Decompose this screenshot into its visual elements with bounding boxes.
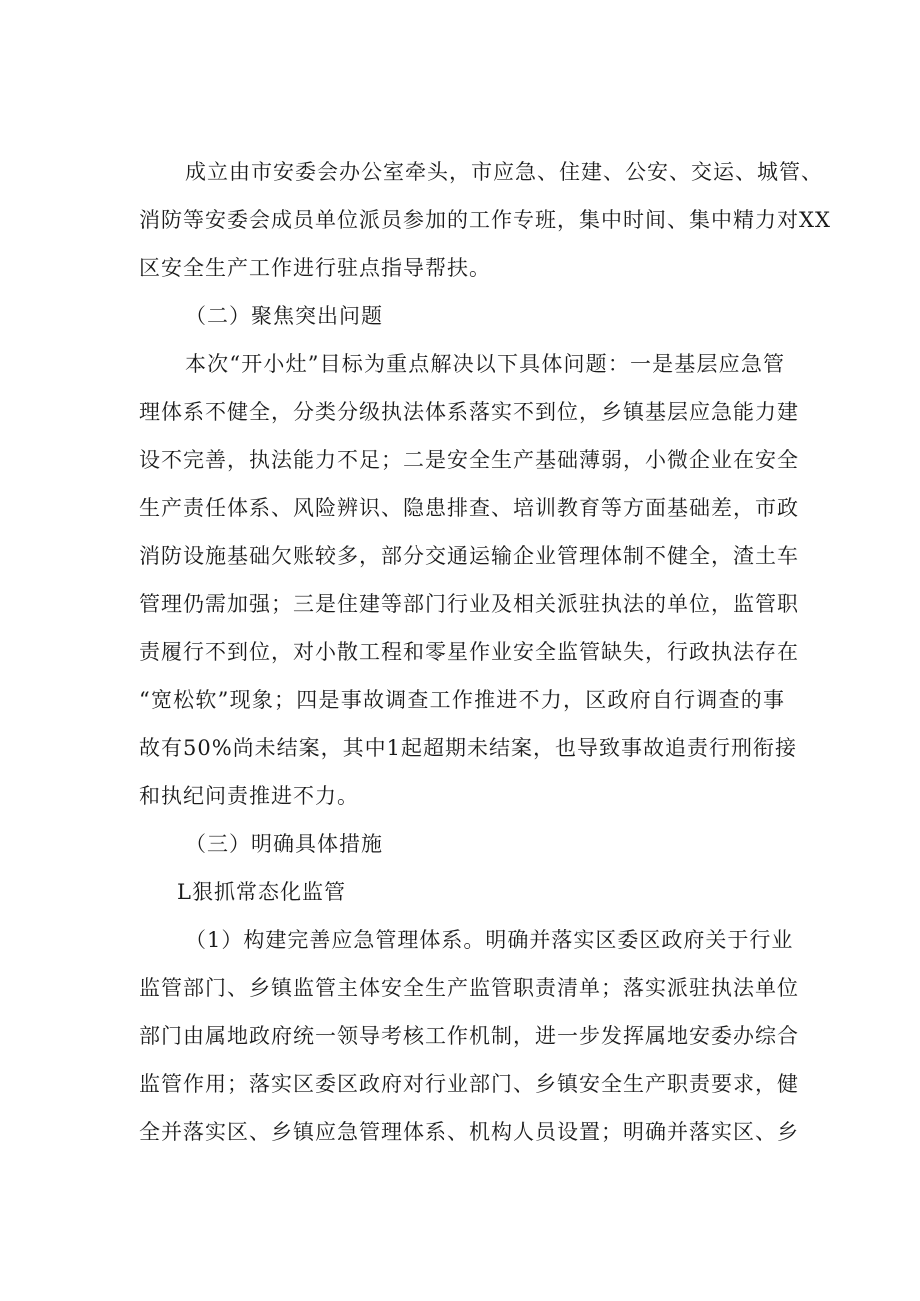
paragraph-line: 部门由属地政府统一领导考核工作机制，进一步发挥属地安委办综合 (139, 1024, 799, 1048)
section-heading-three: （三）明确具体措施 (185, 832, 383, 856)
paragraph-line: 管理仍需加强；三是住建等部门行业及相关派驻执法的单位，监管职 (139, 592, 799, 616)
paragraph-line: 和执纪问责推进不力。 (139, 784, 359, 808)
paragraph-line: 消防设施基础欠账较多，部分交通运输企业管理体制不健全，渣土车 (139, 544, 799, 568)
paragraph-line: 消防等安委会成员单位派员参加的工作专班，集中时间、集中精力对XX (139, 208, 831, 232)
paragraph-line: 责履行不到位，对小散工程和零星作业安全监管缺失，行政执法存在 (139, 640, 799, 664)
paragraph-line: 理体系不健全，分类分级执法体系落实不到位，乡镇基层应急能力建 (139, 400, 799, 424)
paragraph-line: 故有50%尚未结案，其中1起超期未结案，也导致事故追责行刑衔接 (139, 736, 798, 760)
paragraph-line: 设不完善，执法能力不足；二是安全生产基础薄弱，小微企业在安全 (139, 448, 799, 472)
subsection-heading: L狠抓常态化监管 (177, 880, 346, 904)
paragraph-line: 区安全生产工作进行驻点指导帮扶。 (139, 256, 491, 280)
paragraph-line: 全并落实区、乡镇应急管理体系、机构人员设置；明确并落实区、乡 (139, 1120, 799, 1144)
paragraph-line: “宽松软”现象；四是事故调查工作推进不力，区政府自行调查的事 (139, 688, 785, 712)
paragraph-line: 成立由市安委会办公室牵头，市应急、住建、公安、交运、城管、 (185, 160, 823, 184)
paragraph-line: （1）构建完善应急管理体系。明确并落实区委区政府关于行业 (185, 928, 794, 952)
paragraph-line: 监管作用；落实区委区政府对行业部门、乡镇安全生产职责要求，健 (139, 1072, 799, 1096)
paragraph-line: 监管部门、乡镇监管主体安全生产监管职责清单；落实派驻执法单位 (139, 976, 799, 1000)
paragraph-line: 本次“开小灶”目标为重点解决以下具体问题：一是基层应急管 (185, 352, 785, 376)
section-heading-two: （二）聚焦突出问题 (185, 304, 383, 328)
paragraph-line: 生产责任体系、风险辨识、隐患排查、培训教育等方面基础差，市政 (139, 496, 799, 520)
